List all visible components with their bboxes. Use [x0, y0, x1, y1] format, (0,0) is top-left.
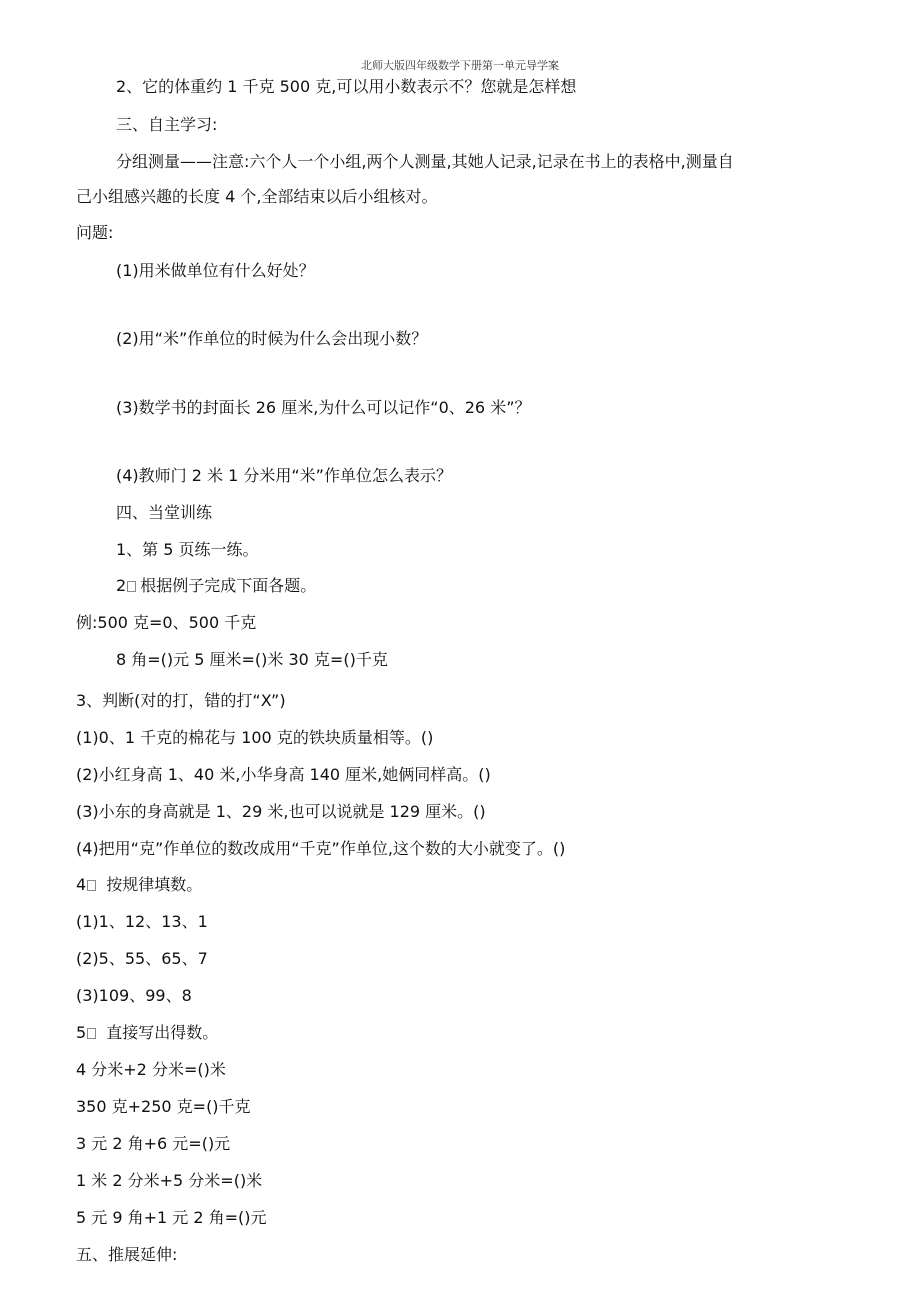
calc-item: 350 克+250 克=()千克 — [76, 1097, 251, 1116]
group-instructions: 分组测量——注意:六个人一个小组,两个人测量,其她人记录,记录在书上的表格中,测量自 — [116, 152, 734, 171]
page-header: 北师大版四年级数学下册第一单元导学案 — [361, 59, 559, 72]
missing-glyph-box — [127, 581, 136, 592]
exercise-3: 3、判断(对的打，错的打“X”) — [76, 691, 286, 710]
sequence-item: (3)109、99、8 — [76, 986, 192, 1005]
question-item: (3)数学书的封面长 26 厘米,为什么可以记作“0、26 米”？ — [116, 398, 531, 417]
question-2: 2、它的体重约 1 千克 500 克,可以用小数表示不？您就是怎样想 — [116, 77, 577, 96]
exercise-2 — [116, 575, 316, 597]
exercise-number: 5 — [76, 1023, 87, 1042]
question-item: (1)用米做单位有什么好处？ — [116, 261, 315, 280]
sequence-item: (1)1、12、13、1 — [76, 912, 208, 931]
group-instructions-cont: 己小组感兴趣的长度 4 个,全部结束以后小组核对。 — [76, 187, 438, 206]
calc-item: 3 元 2 角+6 元=()元 — [76, 1134, 231, 1153]
questions-label: 问题: — [76, 223, 114, 242]
question-item: (4)教师门 2 米 1 分米用“米”作单位怎么表示？ — [116, 466, 452, 485]
missing-glyph-box — [87, 1028, 96, 1039]
missing-glyph-box — [87, 880, 96, 891]
fill-in-line: 8 角=()元 5 厘米=()米 30 克=()千克 — [116, 650, 388, 669]
judgment-item: (1)0、1 千克的棉花与 100 克的铁块质量相等。() — [76, 728, 434, 747]
section-heading-5: 五、推展延伸: — [76, 1245, 178, 1264]
judgment-item: (4)把用“克”作单位的数改成用“千克”作单位,这个数的大小就变了。() — [76, 839, 566, 858]
question-item: (2)用“米”作单位的时候为什么会出现小数？ — [116, 329, 428, 348]
exercise-text: 按规律填数。 — [106, 875, 203, 894]
exercise-text: 根据例子完成下面各题。 — [140, 576, 317, 595]
section-heading-3: 三、自主学习: — [116, 115, 218, 134]
example-line: 例:500 克=0、500 千克 — [76, 613, 257, 632]
calc-item: 4 分米+2 分米=()米 — [76, 1060, 226, 1079]
sequence-item: (2)5、55、65、7 — [76, 949, 208, 968]
judgment-item: (3)小东的身高就是 1、29 米,也可以说就是 129 厘米。() — [76, 802, 486, 821]
exercise-1: 1、第 5 页练一练。 — [116, 540, 259, 559]
exercise-4 — [76, 874, 202, 896]
calc-item: 5 元 9 角+1 元 2 角=()元 — [76, 1208, 267, 1227]
exercise-5 — [76, 1022, 218, 1044]
section-heading-4: 四、当堂训练 — [116, 503, 213, 522]
calc-item: 1 米 2 分米+5 分米=()米 — [76, 1171, 263, 1190]
exercise-number: 4 — [76, 875, 87, 894]
exercise-text: 直接写出得数。 — [106, 1023, 219, 1042]
judgment-item: (2)小红身高 1、40 米,小华身高 140 厘米,她俩同样高。() — [76, 765, 491, 784]
exercise-number: 2 — [116, 576, 127, 595]
